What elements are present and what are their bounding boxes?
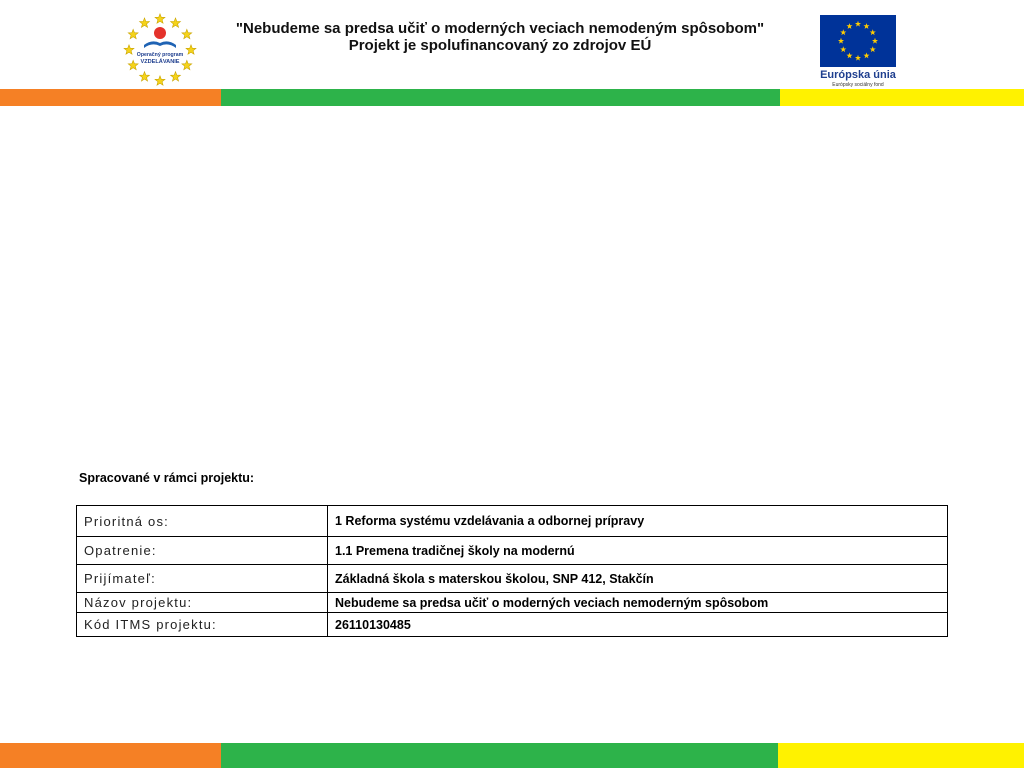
table-row [77,506,948,537]
table-row [77,613,948,637]
table-row [77,537,948,565]
op-logo-star-icon [155,76,165,85]
project-info-table [76,505,948,637]
table-row [77,593,948,613]
table-row [77,565,948,593]
row-value-itms-code: 26110130485 [328,613,948,637]
op-logo-star-icon [128,29,138,38]
eu-name: Európska únia [820,69,896,81]
row-label-recipient: Prijímateľ: [77,565,328,593]
op-logo-book-icon [144,41,176,48]
stripe-yellow-segment [778,743,1024,768]
row-value-recipient: Základná škola s materskou školou, SNP 412, Stakčín [328,565,948,593]
op-logo-red-dot [154,27,166,39]
op-logo-star-icon [140,18,150,27]
row-label-project-name: Názov projektu: [77,593,328,613]
op-logo-star-icon [171,72,181,81]
op-logo-star-icon [128,60,138,69]
stripe-green-segment [221,89,780,106]
slide-header [0,0,1024,89]
op-logo-text-line2: VZDELÁVANIE [140,59,180,65]
op-logo-star-icon [182,60,192,69]
row-label-measure: Opatrenie: [77,537,328,565]
op-logo-star-icon [186,45,196,54]
stripe-orange-segment [0,743,221,768]
row-value-project-name: Nebudeme sa predsa učiť o moderných veciach nemoderným spôsobom [328,593,948,613]
project-motto-line1: "Nebudeme sa predsa učiť o moderných veciach nemodeným spôsobom" [235,20,765,37]
operacny-program-vzdelavanie-logo [122,12,198,88]
row-label-itms-code: Kód ITMS projektu: [77,613,328,637]
op-logo-graphic [122,12,198,88]
eu-logo [818,13,898,89]
stripe-yellow-segment [780,89,1024,106]
row-value-priority-axis: 1 Reforma systému vzdelávania a odbornej prípravy [328,506,948,537]
op-logo-star-icon [124,45,134,54]
top-color-stripe [0,89,1024,106]
bottom-color-stripe [0,743,1024,768]
eu-fund-name: Európsky sociálny fond [832,82,884,88]
op-logo-star-icon [171,18,181,27]
row-label-priority-axis: Prioritná os: [77,506,328,537]
op-logo-star-icon [140,72,150,81]
row-value-measure: 1.1 Premena tradičnej školy na modernú [328,537,948,565]
eu-flag-icon [820,15,896,67]
project-motto-line2: Projekt je spolufinancovaný zo zdrojov EÚ [348,37,652,54]
stripe-orange-segment [0,89,221,106]
stripe-green-segment [221,743,778,768]
op-logo-text-line1: Operačný program [136,52,184,58]
op-logo-star-icon [182,29,192,38]
op-logo-star-icon [155,14,165,23]
project-motto [230,20,770,54]
section-heading: Spracované v rámci projektu: [79,471,255,485]
